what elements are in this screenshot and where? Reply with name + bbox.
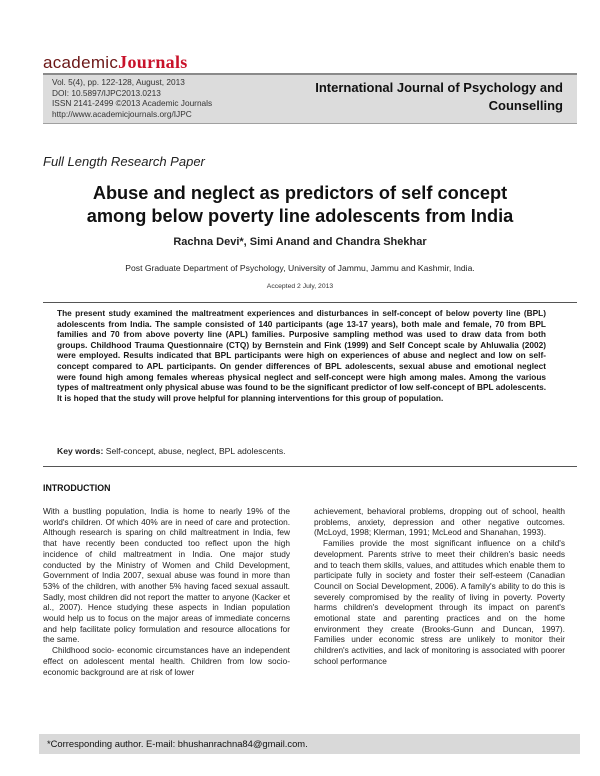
abstract-bottom-rule <box>43 466 577 467</box>
volume-info: Vol. 5(4), pp. 122-128, August, 2013 <box>52 77 185 87</box>
accepted-date: Accepted 2 July, 2013 <box>266 283 334 290</box>
abstract: The present study examined the maltreatment experiences and disturbances in self-concept of below poverty line (BPL) adolescents from India. The sample consisted of 140 participants (age 13-17 years), both male and female, 70 from BPL families and 70 from above poverty line (APL) families. Purposive sampling method was used to draw data from both groups. Childhood Trauma Questionnaire (CTQ) by Bernstein and Fink (1999) and Self Concept scale by Ahluwalia (2002) were employed. Results indicated that BPL participants were high on experiences of abuse and neglect and low on self-concept compared to APL participants. On gender differences of BPL adolescents, sexual abuse and emotional neglect were found high among females whereas physical neglect and self-concept were high among males. Among the various types of maltreatment only physical abuse was found to be the significant predictor of low self-concept of BPL adolescents. It is hoped that the study will prove helpful for planning interventions for this group of population. <box>57 308 546 403</box>
issn-info: ISSN 2141-2499 ©2013 Academic Journals <box>52 98 213 109</box>
journal-title-line2: Counselling <box>488 98 563 113</box>
paper-type: Full Length Research Paper <box>43 154 205 169</box>
doi-info: DOI: 10.5897/IJPC2013.0213 <box>52 87 161 98</box>
paper-title-line1: Abuse and neglect as predictors of self concept <box>92 183 508 203</box>
body-column-left <box>43 506 290 677</box>
introduction-heading: INTRODUCTION <box>43 483 111 493</box>
journal-url[interactable]: http://www.academicjournals.org/IJPC <box>52 108 192 119</box>
paper-title-line2: among below poverty line adolescents from India <box>86 205 514 226</box>
journal-meta-details <box>52 77 297 119</box>
keywords-text: Self-concept, abuse, neglect, BPL adolescents. <box>105 446 286 456</box>
keywords <box>57 446 286 456</box>
paper-title <box>40 182 560 227</box>
paragraph: Childhood socio- economic circumstances have an independent effect on adolescent mental health. Children from low socio-economic background are at risk of lower <box>43 645 290 677</box>
publisher-logo-part1: academic <box>43 53 119 72</box>
publisher-logo <box>43 52 188 73</box>
paragraph: With a bustling population, India is home to nearly 19% of the world's children. Of which 40% are in need of care and protection. Although research is sparing on child maltreatment in India, few that have recently been conducted too reflect upon the high incidence of child maltreatment in India. One major study conducted by the Ministry of Women and Child Development, Government of India 2007, sexual abuse was found in more than 53% of the children, with another 5% having faced sexual assault. Sadly, most children did not report the matter to anyone (Kacker et al., 2007). Hence studying these aspects in Indian population would help us to focus on the major areas of immediate concerns and help facilitate policy formulation and resource allocations for the same. <box>43 506 290 645</box>
paragraph: Families provide the most significant influence on a child's development. Parents strive to meet their children's basic needs and to teach them skills, values, and attitudes which enable them to participate fully in society and foster their self-esteem (Canadian Council on Social Development, 2006). A family's ability to do this is severely compromised by the reality of living in poverty. Poverty harms children's development through its impact on parent's emotional state and parenting practices and on the home environment they create (Brooks-Gunn and Duncan, 1997). Families under economic stress are unlikely to monitor their children's activities, and lack of monitoring is associated with poorer school performance <box>314 538 565 666</box>
authors: Rachna Devi*, Simi Anand and Chandra Shekhar <box>173 236 427 248</box>
corresponding-author-footnote: *Corresponding author. E-mail: bhushanrachna84@gmail.com. <box>47 738 308 749</box>
journal-title <box>293 79 563 115</box>
journal-meta-box <box>43 73 577 124</box>
paragraph: achievement, behavioral problems, dropping out of school, health problems, anxiety, depression and other negative outcomes. (McLoyd, 1998; Klerman, 1991; McLeod and Shanahan, 1993). <box>314 506 565 538</box>
abstract-top-rule <box>43 302 577 303</box>
body-column-right <box>314 506 565 667</box>
journal-title-line1: International Journal of Psychology and <box>315 80 563 95</box>
keywords-label: Key words: <box>57 446 104 456</box>
publisher-logo-part2: Journals <box>118 52 188 72</box>
affiliation: Post Graduate Department of Psychology, University of Jammu, Jammu and Kashmir, India. <box>125 263 475 273</box>
footnote-bar <box>39 734 580 754</box>
